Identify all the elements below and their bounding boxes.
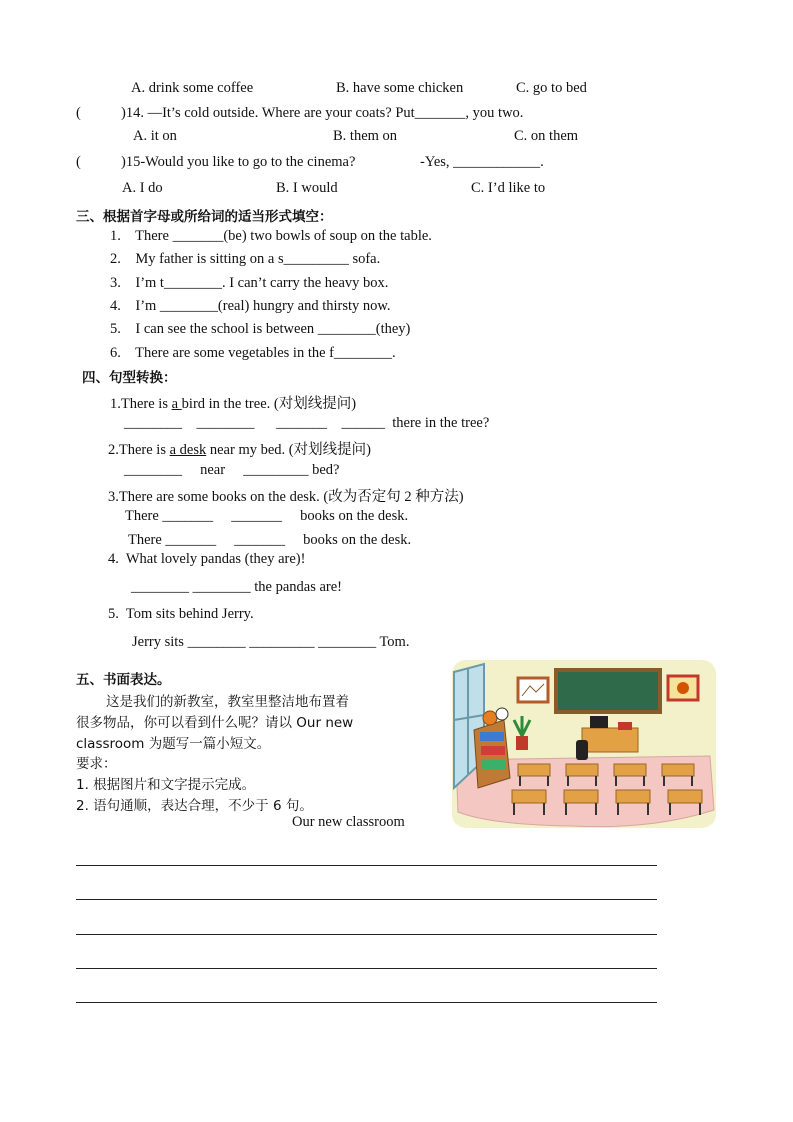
s3-item-text: I’m ________(real) hungry and thirsty now. — [135, 298, 391, 314]
s4-q2-prompt — [108, 438, 371, 459]
s5-requirement-2: 2. 语句通顺，表达合理，不少于 6 句。 — [76, 798, 313, 814]
s4-q1-answer — [124, 415, 489, 432]
s3-item-text: (be) two bowls of soup on the table. — [223, 228, 432, 244]
writing-line[interactable] — [76, 899, 657, 900]
s3-item-4 — [110, 298, 391, 315]
q15-option-a: A. I do — [122, 180, 163, 196]
answer-blank: _______ — [276, 415, 327, 431]
s3-item-num: 1. — [110, 228, 121, 244]
q15-stem: )15-Would you like to go to the cinema? — [121, 154, 356, 170]
football — [496, 708, 508, 720]
s3-item-num: 4. — [110, 298, 121, 314]
blackboard — [554, 668, 662, 714]
q14-option-b: B. them on — [333, 128, 398, 144]
s3-item-6 — [110, 345, 396, 362]
s5-paragraph-line-3: classroom 为题写一篇小短文。 — [76, 736, 271, 752]
s4-q5-num: 5. — [108, 606, 119, 622]
s4-q4-prompt — [108, 551, 305, 568]
section3-title: 三、根据首字母或所给词的适当形式填空： — [76, 209, 333, 225]
basketball — [483, 711, 497, 725]
s4-q2-pre: 2.There is — [108, 442, 166, 458]
s3-item-num: 6. — [110, 345, 121, 361]
q14-stem: )14. —It’s cold outside. Where are your coats? Put_______, you two. — [121, 105, 524, 121]
s4-q5-prompt — [108, 606, 254, 623]
s3-item-5 — [110, 321, 410, 338]
s3-item-1 — [110, 228, 432, 245]
s4-q1-pre: 1.There is — [110, 396, 168, 412]
q13-option-b: B. have some chicken — [336, 80, 464, 96]
s4-q5-answer: Jerry sits ________ _________ ________ Tom. — [132, 634, 410, 650]
s4-q4-num: 4. — [108, 551, 119, 567]
writing-line[interactable] — [76, 968, 657, 969]
s4-q1-prompt — [110, 392, 356, 413]
s4-q2-answer: ________ near _________ bed? — [124, 462, 340, 478]
q14-answer-paren: ( — [76, 105, 81, 121]
s4-q1-underlined: a — [171, 396, 182, 412]
writing-line[interactable] — [76, 1002, 657, 1003]
answer-blank: ________ — [124, 415, 182, 431]
s3-item-num: 2. — [110, 251, 121, 267]
answer-blank: ________ — [196, 415, 255, 431]
s3-item-3 — [110, 275, 388, 292]
s4-q3-answer-1: There _______ _______ books on the desk. — [125, 508, 409, 524]
q15-answer: -Yes, ____________. — [420, 154, 544, 170]
s3-item-2 — [110, 251, 380, 268]
s4-q4-answer: ________ ________ the pandas are! — [131, 579, 343, 595]
writing-line[interactable] — [76, 934, 657, 935]
s4-q5-text: Tom sits behind Jerry. — [125, 606, 254, 622]
s3-item-text: There are some vegetables in the f________. — [135, 345, 396, 361]
s3-item-num: 5. — [110, 321, 121, 337]
s3-item-text: My father is sitting on a s_________ sofa. — [135, 251, 381, 267]
s3-item-blank: _______ — [172, 228, 224, 244]
q13-option-a: A. drink some coffee — [131, 80, 254, 96]
essay-title: Our new classroom — [292, 814, 405, 830]
s4-q1-post: bird in the tree. (对划线提问) — [181, 396, 357, 412]
bookshelf — [474, 720, 510, 788]
wall-picture-left — [518, 678, 548, 702]
q15-option-b: B. I would — [276, 180, 338, 196]
s3-item-text: I’m t________. I can’t carry the heavy box. — [135, 275, 389, 291]
s4-q3-answer-2: There _______ _______ books on the desk. — [128, 532, 412, 548]
s4-q2-underlined: a desk — [169, 442, 207, 458]
s4-q1-answer-tail: there in the tree? — [392, 415, 490, 431]
s4-q4-text: What lovely pandas (they are)! — [125, 551, 306, 567]
answer-blank: ______ — [341, 415, 385, 431]
classroom-illustration — [452, 660, 716, 828]
q14-option-c: C. on them — [514, 128, 579, 144]
s3-item-text: There — [135, 228, 169, 244]
section4-title: 四、句型转换： — [82, 370, 177, 386]
writing-line[interactable] — [76, 865, 657, 866]
s5-paragraph-line-1: 这是我们的新教室，教室里整洁地布置着 — [106, 694, 349, 710]
section5-title: 五、书面表达。 — [76, 672, 171, 688]
q13-option-c: C. go to bed — [516, 80, 587, 96]
s4-q3-prompt: 3.There are some books on the desk. (改为否定句 2 种方法) — [108, 489, 464, 505]
s4-q2-post: near my bed. (对划线提问) — [209, 442, 371, 458]
q14-option-a: A. it on — [133, 128, 177, 144]
s3-item-text: I can see the school is between ________(they) — [135, 321, 411, 337]
q15-option-c: C. I’d like to — [471, 180, 546, 196]
q15-answer-paren: ( — [76, 154, 81, 170]
s5-requirements-title: 要求： — [76, 756, 117, 772]
wall-picture-right — [668, 676, 698, 700]
s5-requirement-1: 1. 根据图片和文字提示完成。 — [76, 777, 256, 793]
s5-paragraph-line-2: 很多物品，你可以看到什么呢？请以 Our new — [76, 715, 354, 731]
s3-item-num: 3. — [110, 275, 121, 291]
